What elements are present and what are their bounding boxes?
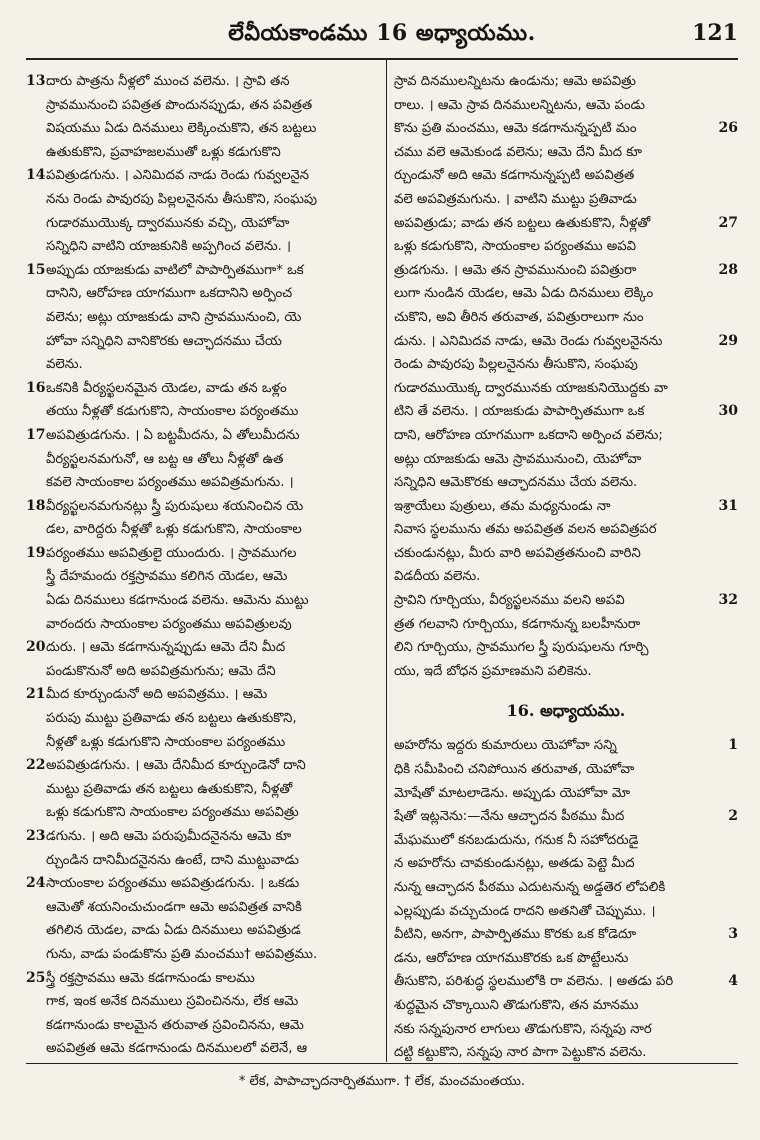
verse-line	[394, 471, 738, 495]
verse-line	[26, 141, 380, 165]
running-title: లేవీయకాండము 16 అధ్యాయము.	[228, 20, 536, 46]
verse-text: ర్చుండిన దానిమీదనైనను ఉంటే, దాని ముట్టువాడు	[46, 852, 299, 868]
verse-line	[26, 589, 380, 613]
verse-text: డను, ఆరోహణ యాగముకొరకు ఒక పొట్టేలును	[394, 950, 629, 966]
verse-line	[394, 900, 738, 924]
verse-text: త్రుడగును. । ఆమె తన స్రావమునుంచి పవిత్రురా	[394, 262, 637, 278]
verse-line	[26, 919, 380, 943]
verse-text: అప్పుడు యాజకుడు వాటిలో పాపార్పితముగా* ఒక	[46, 262, 304, 278]
verse-line	[26, 801, 380, 825]
verse-line	[394, 782, 738, 806]
verse-text: వీర్యస్ఖలనమగునో, ఆ బట్ట ఆ తోలు నీళ్లతో ఉత	[46, 451, 284, 467]
verse-line	[26, 872, 380, 896]
verse-line	[26, 636, 380, 660]
verse-line	[26, 707, 380, 731]
verse-text: దారు పాత్రను నీళ్లలో ముంచ వలెను. । స్రావి తన	[46, 74, 290, 89]
footnote: * లేక, పాపాచ్ఛాదనార్పితముగా. † లేక, మంచమంతయు.	[238, 1074, 526, 1089]
verse-line	[26, 825, 380, 849]
verse-line	[26, 778, 380, 802]
verse-text: పర్యంతము అపవిత్రులై యుందురు. । స్రావముగల	[46, 545, 297, 561]
verse-line	[394, 636, 738, 660]
verse-text: దురు. । ఆమె కడగానున్నప్పుడు ఆమె దేని మీద	[46, 640, 286, 656]
verse-text: ఎల్లప్పుడు వచ్చుచుండ రాదని అతనితో చెప్పుము. ।	[394, 903, 656, 919]
verse-text: అపవిత్రుడగును. । ఆమె దేనిమీద కూర్చుండెనో దాని	[46, 758, 306, 774]
verse-line	[394, 829, 738, 853]
verse-line	[26, 943, 380, 967]
verse-line	[394, 613, 738, 637]
verse-number: 21	[26, 686, 46, 703]
verse-text: డగును. । అది ఆమె పరుపుమీదనైనను ఆమె కూ	[46, 829, 292, 844]
verse-text: రాలు. । ఆమె స్రావ దినములన్నిటను, ఆమె పండు	[394, 97, 645, 113]
verse-text: న అహరోను చావకుండునట్లు, అతడు పెట్టె మీద	[394, 856, 635, 872]
verse-text: నకు సన్నపునార లాగులు తొడుగుకొని, సన్నపు నార	[394, 1021, 652, 1037]
verse-number: 18	[26, 497, 46, 514]
verse-text: తీసుకొని, పరిశుద్ధ స్థలములోకి రా వలెను. । అతడు పరి	[394, 974, 674, 990]
verse-line	[394, 852, 738, 876]
verse-text: నీళ్లతో ఒళ్లు కడుగుకొని సాయంకాల పర్యంతము	[46, 734, 286, 750]
chapter-heading: 16. అధ్యాయము.	[506, 701, 626, 721]
verse-text: కవలె సాయంకాల పర్యంతము అపవిత్రమగును. ।	[46, 475, 294, 491]
verse-line	[26, 565, 380, 589]
verse-line	[26, 70, 380, 94]
verse-text: గును, వాడు పండుకొను ప్రతి మంచము† అపవిత్రము.	[46, 946, 318, 962]
verse-line	[26, 990, 380, 1014]
verse-text: అపవిత్రత ఆమె కడగానుండు దినములలో వలెనే, ఆ	[46, 1041, 308, 1057]
verse-line	[394, 1041, 738, 1062]
verse-line	[26, 117, 380, 141]
verse-line	[394, 805, 738, 829]
verse-text: స్రావమునుంచి పవిత్రత పొందునప్పుడు, తన పవిత్రత	[46, 97, 313, 113]
verse-number: 27	[718, 214, 738, 231]
verse-text: విషయము ఏడు దినములు లెక్కించుకొని, తన బట్టలు	[46, 121, 317, 137]
verse-text: మీద కూర్చుండునో అది అపవిత్రము. । ఆమె	[46, 687, 268, 703]
verse-text: అట్లు యాజకుడు ఆమె స్రావమునుంచి, యెహోవా	[394, 451, 642, 467]
verse-line	[394, 424, 738, 448]
verse-number: 30	[718, 403, 738, 420]
verse-number: 32	[718, 592, 738, 609]
verse-number: 4	[728, 973, 738, 990]
verse-text: పరుపు ముట్టు ప్రతివాడు తన బట్టలు ఉతుకుకొని,	[46, 711, 297, 727]
verse-text: చకుండునట్లు, మీరు వారి అపవిత్రతనుంచి వారిని	[394, 545, 641, 561]
verse-line	[394, 1018, 738, 1042]
verse-line	[26, 353, 380, 377]
verse-text: చము వలె ఆమెకుండ వలెను; ఆమె దేని మీద కూ	[394, 144, 642, 160]
verse-line	[394, 542, 738, 566]
verse-line	[26, 754, 380, 778]
verse-text: హోవా సన్నిధిని వానికొరకు ఆచ్ఛాదనము చేయ	[46, 333, 282, 349]
verse-text: స్త్రీ రక్తస్రావము ఆమె కడగానుండు కాలము	[46, 970, 255, 986]
verse-line	[394, 353, 738, 377]
verse-text: ధికి సమీపించి చనిపోయిన తరువాత, యెహోవా	[394, 762, 635, 778]
verse-text: కొను ప్రతి మంచము, ఆమె కడగానున్నప్పటి మం	[394, 121, 637, 137]
verse-line	[394, 660, 738, 684]
verse-line	[394, 876, 738, 900]
verse-number: 29	[718, 332, 738, 349]
section-gap	[394, 683, 738, 693]
verse-text: అహరోను ఇద్దరు కుమారులు యెహోవా సన్ని	[394, 738, 617, 754]
verse-text: గుడారముయొక్క ద్వారమునకు యాజకునియొద్దకు వా	[394, 380, 668, 396]
verse-text: చుకొని, అవి తీరిన తరువాత, పవిత్రురాలుగా నుం	[394, 309, 644, 325]
verse-line	[26, 967, 380, 991]
verse-line	[26, 282, 380, 306]
verse-text: వీటిని, అనగా, పాపార్పితము కొరకు ఒక కోడెదూ	[394, 927, 637, 943]
verse-line	[394, 330, 738, 354]
verse-line	[394, 282, 738, 306]
page-header	[26, 14, 738, 54]
verse-text: త్రత గలవాని గూర్చియు, కడగానున్న బలహీనురా	[394, 616, 641, 632]
verse-text: దానిని, ఆరోహణ యాగముగా ఒకదానిని అర్పించ	[46, 286, 293, 302]
verse-number: 23	[26, 828, 46, 844]
verse-text: నను రెండు పావురపు పిల్లలనైనను తీసుకొని, సంఘపు	[46, 191, 318, 207]
verse-text: దాని, ఆరోహణ యాగముగా ఒకదాని అర్పించ వలెను;	[394, 427, 663, 443]
verse-line	[26, 377, 380, 401]
verse-line	[26, 164, 380, 188]
verse-line	[394, 70, 738, 94]
verse-text: డును. । ఎనిమిదవ నాడు, ఆమె రెండు గువ్వలనైనను	[394, 333, 663, 349]
verse-line	[394, 495, 738, 519]
verse-line	[394, 589, 738, 613]
verse-line	[26, 212, 380, 236]
verse-line	[26, 424, 380, 448]
verse-line	[26, 495, 380, 519]
verse-line	[26, 448, 380, 472]
verse-number: 26	[718, 120, 738, 137]
verse-text: నున్న ఆచ్ఛాదన పీఠము ఎదుటనున్న అడ్డతెర లోపలికి	[394, 880, 666, 895]
verse-line	[26, 896, 380, 920]
verse-text: యు, ఇదే బోధన ప్రమాణమని పలికెను.	[394, 663, 592, 679]
verse-text: వీర్యస్ఖలనమగునట్లు స్త్రీ పురుషులు శయనించిన యె	[46, 498, 304, 514]
verse-line	[394, 94, 738, 118]
verse-number: 25	[26, 969, 46, 986]
verse-line	[26, 306, 380, 330]
verse-line	[26, 400, 380, 424]
verse-line	[394, 565, 738, 589]
verse-text: ఆమెతో శయనించుచుండగా ఆమె అపవిత్రత వానికి	[46, 899, 302, 915]
verse-text: పండుకొనునో అది అపవిత్రమగును; ఆమె దేని	[46, 663, 276, 679]
verse-number: 14	[26, 167, 46, 184]
verse-number: 22	[26, 757, 46, 774]
verse-line	[26, 1014, 380, 1038]
verse-line	[394, 377, 738, 401]
verse-text: విడదీయ వలెను.	[394, 569, 481, 585]
verse-line	[394, 758, 738, 782]
verse-text: అపవిత్రుడగును. । ఏ బట్టమీదను, ఏ తోలుమీదను	[46, 427, 300, 443]
verse-number: 13	[26, 73, 46, 89]
page-number: 121	[692, 20, 738, 46]
verse-number: 20	[26, 639, 46, 656]
verse-line	[394, 923, 738, 947]
verse-line	[394, 448, 738, 472]
verse-line	[394, 400, 738, 424]
verse-line	[394, 518, 738, 542]
verse-text: టిని తే వలెను. । యాజకుడు పాపార్పితముగా ఒక	[394, 404, 645, 420]
verse-text: తయు నీళ్లతో కడుగుకొని, సాయంకాల పర్యంతము	[46, 404, 299, 420]
verse-text: లిని గూర్చియు, స్రావముగల స్త్రీ పురుషులను గూర్చి	[394, 640, 649, 656]
verse-text: సన్నిధిని వాటిని యాజకునికి అప్పగించ వలెను. ।	[46, 239, 292, 255]
verse-text: వలె అపవిత్రమగును. । వాటిని ముట్టు ప్రతివాడు	[394, 191, 637, 207]
verse-text: స్రావిని గూర్చియు, వీర్యస్ఖలనము వలని అపవి	[394, 593, 625, 609]
verse-line	[394, 188, 738, 212]
scripture-page	[6, 0, 754, 1140]
verse-text: ఉతుకుకొని, ప్రవాహజలముతో ఒళ్లు కడుగుకొని	[46, 144, 281, 160]
verse-text: ముట్టు ప్రతివాడు తన బట్టలు ఉతుకుకొని, నీళ్లతో	[46, 781, 293, 797]
header-rule	[26, 58, 738, 60]
column-divider	[386, 60, 387, 1062]
verse-line	[394, 235, 738, 259]
verse-line	[26, 683, 380, 707]
verse-line	[26, 471, 380, 495]
verse-line	[394, 970, 738, 994]
verse-text: కడగానుండు కాలమైన తరువాత స్రవించినను, ఆమె	[46, 1017, 304, 1033]
verse-number: 19	[26, 544, 46, 561]
verse-number: 3	[728, 926, 738, 943]
verse-text: ఒకనికి వీర్యస్ఖలనమైన యెడల, వాడు తన ఒళ్లం	[46, 380, 287, 396]
verse-text: దట్టి కట్టుకొని, సన్నపు నార పాగా పెట్టుకొన వలెను.	[394, 1045, 647, 1061]
verse-line	[394, 306, 738, 330]
verse-text: స్త్రీ దేహమందు రక్తస్రావము కలిగిన యెడల, ఆమె	[46, 569, 288, 585]
verse-text: సన్నిధిని ఆమెకొరకు ఆచ్ఛాదనము చేయ వలెను.	[394, 475, 638, 491]
verse-line	[394, 141, 738, 165]
left-column	[26, 70, 380, 1062]
verse-text: వలెను.	[46, 357, 83, 373]
verse-line	[26, 330, 380, 354]
verse-text: మోషేతో మాటలాడెను. అప్పుడు యెహోవా మో	[394, 785, 631, 801]
verse-text: తగిలిన యెడల, వాడు ఏడు దినములు అపవిత్రుడ	[46, 923, 301, 939]
verse-text: ఏడు దినములు కడగానుండ వలెను. ఆమెను ముట్టు	[46, 593, 309, 609]
verse-text: వలెను; అట్లు యాజకుడు వాని స్రావమునుంచి, యె	[46, 309, 302, 325]
verse-text: ర్చుండునో అది ఆమె కడగానున్నప్పటి అపవిత్రత	[394, 168, 635, 184]
verse-line	[26, 1037, 380, 1061]
verse-text: నివాస స్థలమును తమ అపవిత్రత వలన అపవిత్రపర	[394, 522, 657, 538]
verse-text: మేఘములో కనబడుదును, గనుక నీ సహోదరుడై	[394, 832, 639, 848]
verse-text: అపవిత్రుడు; వాడు తన బట్టలు ఉతుకుకొని, నీళ్లతో	[394, 215, 651, 231]
verse-line	[394, 164, 738, 188]
verse-number: 24	[26, 875, 46, 892]
verse-text: షేతో ఇట్లనెను:—నేను ఆచ్ఛాదన పీఠము మీద	[394, 809, 625, 825]
verse-number: 2	[728, 808, 738, 825]
verse-line	[26, 259, 380, 283]
verse-line	[26, 94, 380, 118]
verse-number: 31	[718, 497, 738, 514]
verse-text: స్రావ దినములన్నిటను ఉండును; ఆమె అపవిత్రు	[394, 74, 636, 89]
verse-line	[26, 235, 380, 259]
verse-line	[26, 613, 380, 637]
verse-number: 1	[728, 737, 738, 754]
verse-number: 17	[26, 426, 46, 443]
verse-line	[394, 212, 738, 236]
verse-line	[26, 518, 380, 542]
verse-text: వారందరు సాయంకాల పర్యంతము అపవిత్రులవు	[46, 616, 292, 632]
verse-line	[26, 849, 380, 873]
verse-text: డల, వారిద్దరు నీళ్లతో ఒళ్లు కడుగుకొని, సాయంకాల	[46, 522, 302, 538]
verse-text: గాక, ఇంక అనేక దినములు స్రవించినను, లేక ఆమె	[46, 994, 299, 1010]
verse-line	[394, 259, 738, 283]
verse-line	[26, 542, 380, 566]
verse-line	[394, 947, 738, 971]
verse-line	[26, 731, 380, 755]
verse-text: శుద్ధమైన చొక్కాయిని తొడుగుకొని, తన మానము	[394, 997, 639, 1013]
verse-text: పవిత్రుడగును. । ఎనిమిదవ నాడు రెండు గువ్వలనైన	[46, 168, 310, 184]
verse-text: లుగా నుండిన యెడల, ఆమె ఏడు దినములు లెక్కిం	[394, 286, 654, 302]
verse-line	[26, 188, 380, 212]
verse-text: ఒళ్లు కడుగుకొని సాయంకాల పర్యంతము అపవిత్రు	[46, 805, 299, 821]
footnote-rule	[26, 1063, 738, 1064]
verse-text: సాయంకాల పర్యంతము అపవిత్రుడగును. । ఒకడు	[46, 876, 300, 892]
verse-number: 15	[26, 261, 46, 278]
verse-text: గుడారముయొక్క ద్వారమునకు వచ్చి, యెహోవా	[46, 215, 290, 231]
verse-line	[394, 734, 738, 758]
right-column	[394, 70, 738, 1062]
verse-text: ఇశ్రాయేలు పుత్రులు, తమ మధ్యనుండు నా	[394, 498, 611, 514]
verse-text: రెండు పావురపు పిల్లలనైనను తీసుకొని, సంఘపు	[394, 357, 638, 373]
verse-line	[394, 117, 738, 141]
verse-number: 16	[26, 379, 46, 396]
verse-line	[394, 994, 738, 1018]
verse-number: 28	[718, 261, 738, 278]
verse-text: ఒళ్లు కడుగుకొని, సాయంకాల పర్యంతము అపవి	[394, 239, 637, 255]
verse-line	[26, 660, 380, 684]
